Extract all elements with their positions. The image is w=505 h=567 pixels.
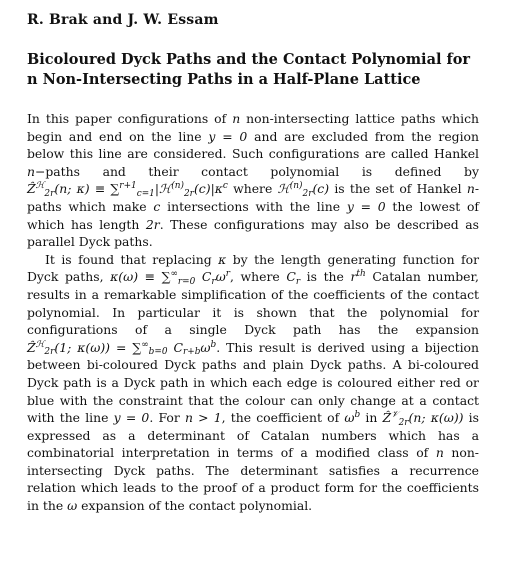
- abstract-paragraph-1: In this paper configurations of n non-intersecting lattice paths which begin and end on the line y = 0 and are excluded from the region below this line are considered. Such configurations are called Hankel n−paths and their contact polynomial is defined by Ẑ$^ℋ_{2r}$(n; $\kappa) \equiv \sum^{r+1}_{c=1}|ℋ^{(n)}_{2r}(c)|\kappa^c$ where ℋ$^{(n)}_{2r}$(c) is the set of Hankel n-paths which make c intersections with the line y = 0 the lowest of which has length 2r. These configurations may also be described as parallel Dyck paths.: [27, 111, 479, 250]
- abstract-paragraph-2: It is found that replacing κ by the length generating function for Dyck paths, $\kappa(\omega) \equiv \sum^\infty_{r=0}$ $C_r\omega^r$, where $C_r$ is the $r^{th}$ Catalan number, results in a remarkable simplification of the coefficients of the contact polynomial. In particular it is shown that the polynomial for configurations of a single Dyck path has the expansion Ẑ$^ℋ_{2r}$(1; $\kappa(\omega)) = \sum^\infty_{b=0}$ $C_{r+b}\omega^b$. This result is derived using a bijection between bi-coloured Dyck paths and plain Dyck paths. A bi-coloured Dyck path is a Dyck path in which each edge is coloured either red or blue with the constraint that the colour can only change at a contact with the line y = 0. For n > 1, the coefficient of $\omega^b$ in Ẑ$^𝒱_{2r}$(n; κ(ω)) is expressed as a determinant of Catalan numbers which has a combinatorial interpretation in terms of a modified class of n non-intersecting Dyck paths. The determinant satisfies a recurrence relation which leads to the proof of a product form for the coefficients in the ω expansion of the contact polynomial.: [27, 251, 480, 514]
- paper-abstract: [27, 110, 479, 515]
- paper-title: Bicoloured Dyck Paths and the Contact Polynomial for n Non-Intersecting Paths in a Half-Plane Lattice: [27, 51, 471, 88]
- paper-authors: R. Brak and J. W. Essam: [27, 12, 219, 28]
- single-path-expansion: Ẑ$^ℋ_{2r}$(1; $\kappa(\omega)) = \sum^\infty_{b=0}$ $C_{r+b}\omega^b$: [27, 339, 217, 358]
- contact-polynomial-definition: Ẑ$^ℋ_{2r}$(n; $\kappa) \equiv \sum^{r+1}_{c=1}|ℋ^{(n)}_{2r}(c)|\kappa^c$: [27, 181, 228, 200]
